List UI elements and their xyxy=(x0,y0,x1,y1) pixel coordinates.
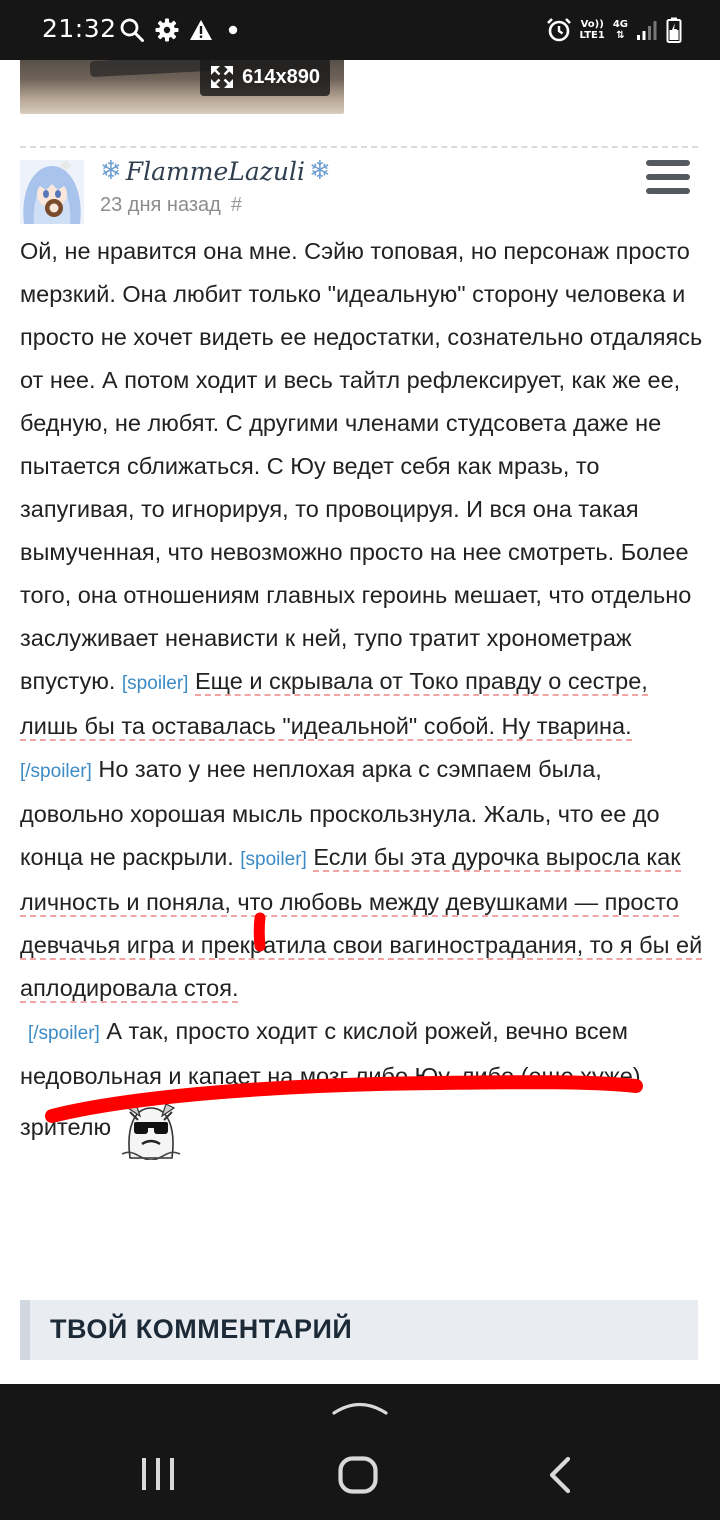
comment-text-part: Но зато у нее неплохая арка с сэмпаем была, довольно хорошая мысль проскользнула. Жаль, что ее до конца не раскрыли. xyxy=(20,756,660,870)
back-icon[interactable] xyxy=(546,1456,574,1494)
navigation-bar xyxy=(0,1384,720,1520)
image-size-label: 614x890 xyxy=(242,65,320,88)
home-icon[interactable] xyxy=(338,1456,378,1494)
reply-section-header xyxy=(20,1300,698,1360)
previous-image-thumbnail[interactable] xyxy=(20,60,344,114)
battery-icon xyxy=(666,17,682,43)
comment-divider xyxy=(20,146,698,148)
avatar-image xyxy=(20,160,84,224)
comment-date: 23 дня назад xyxy=(100,194,221,216)
signal-icon xyxy=(636,19,658,41)
expand-icon xyxy=(210,65,234,89)
spoiler-open-tag[interactable]: [spoiler] xyxy=(240,849,307,870)
status-right-icons xyxy=(546,14,683,46)
spoiler-text[interactable]: Еще и скрывала от Токо правду о сестре, лишь бы та оставалась "идеальной" собой. Ну тварина. xyxy=(20,668,648,739)
lte-label: LTE1 xyxy=(579,30,605,41)
menu-bar xyxy=(646,160,690,166)
dot-icon xyxy=(223,20,243,40)
sunglasses-face-emoji xyxy=(120,1098,182,1160)
status-left-icons xyxy=(119,15,243,45)
gear-icon xyxy=(155,18,179,42)
gen-text: 4G xyxy=(612,19,628,30)
comment-menu-button[interactable] xyxy=(646,160,690,194)
recent-apps-icon[interactable] xyxy=(140,1458,176,1490)
author-name-text: FlammeLazuli xyxy=(125,156,306,186)
gen-label xyxy=(613,19,628,41)
comment-date-row xyxy=(100,194,242,217)
spoiler-text[interactable]: Если бы эта дурочка выросла как личность и поняла, что любовь между девушками — просто девчачья игра и прекратила свои вагинострадания, то я бы ей аплодировала стоя. xyxy=(20,844,703,1001)
author-name[interactable] xyxy=(100,156,331,186)
content-area[interactable] xyxy=(0,60,720,1384)
spoiler-close-tag[interactable]: [/spoiler] xyxy=(28,1023,100,1044)
comment-text xyxy=(20,230,706,1160)
volte-label: Vo)) xyxy=(580,19,604,30)
status-time: 21:32 xyxy=(42,14,117,43)
snowflake-icon: ❄ xyxy=(309,156,331,186)
chevron-up-icon[interactable] xyxy=(330,1398,390,1416)
search-icon xyxy=(119,17,145,43)
status-bar xyxy=(0,0,720,60)
comment-text-part: А так, просто ходит с кислой рожей, вечно всем недовольная и капает на мозг либо Юу, либо (еще хуже) зрителю xyxy=(20,1018,641,1141)
snowflake-icon: ❄ xyxy=(100,156,122,186)
menu-bar xyxy=(646,188,690,194)
image-size-badge[interactable] xyxy=(200,60,330,96)
spoiler-open-tag[interactable]: [spoiler] xyxy=(121,673,189,694)
network-label xyxy=(580,19,605,41)
permalink[interactable]: # xyxy=(230,194,242,216)
alarm-icon xyxy=(546,17,572,43)
reply-section-title: ТВОЙ КОММЕНТАРИЙ xyxy=(50,1314,353,1344)
menu-bar xyxy=(646,174,690,180)
warning-icon xyxy=(189,19,213,41)
avatar[interactable] xyxy=(20,160,84,224)
comment-text-part: Ой, не нравится она мне. Сэйю топовая, но персонаж просто мерзкий. Она любит только "идеальную" сторону человека и просто не хочет видеть ее недостатки, сознательно отдаляясь от нее. А потом ходит и весь тайтл рефлексирует, как же ее, бедную, не любят. С другими членами студсовета даже не пытается сближаться. С Юу ведет себя как мразь, то запугивая, то игнорируя, то провоцируя. И вся она такая вымученная, что невозможно просто на нее смотреть. Более того, она отношениям главных героинь мешает, что отдельно заслуживает ненависти к ней, тупо тратит хронометраж впустую. xyxy=(20,238,703,694)
data-arrows-icon: ⇅ xyxy=(616,30,625,41)
spoiler-close-tag[interactable]: [/spoiler] xyxy=(20,761,92,782)
